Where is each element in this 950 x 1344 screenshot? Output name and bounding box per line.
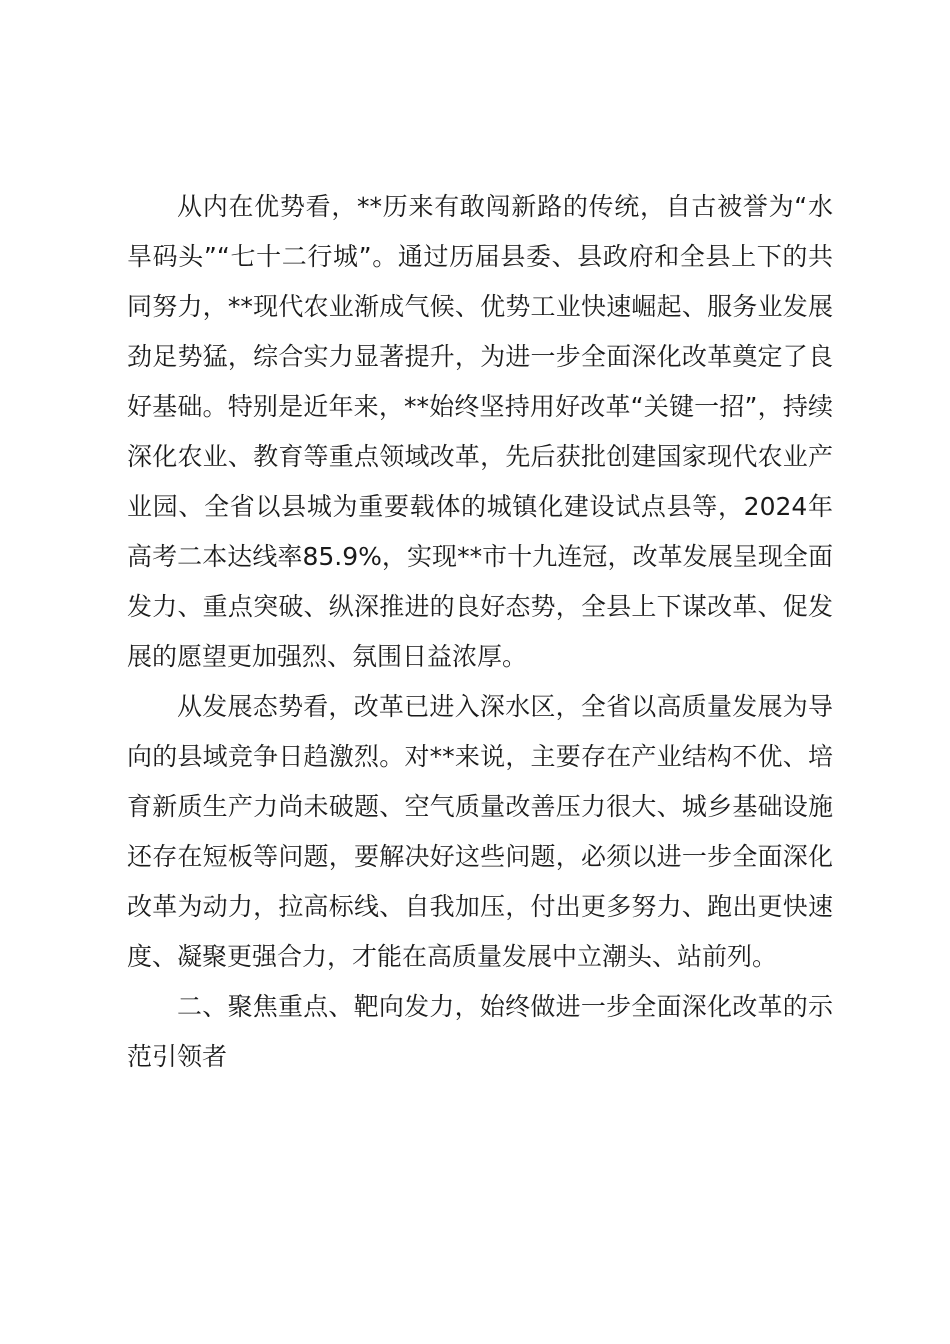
- section-heading: 二、聚焦重点、靶向发力，始终做进一步全面深化改革的示范引领者: [127, 992, 833, 1071]
- document-body: [127, 182, 833, 1082]
- paragraph-inner-advantages: 从内在优势看，**历来有敢闯新路的传统，自古被誉为“水旱码头”“七十二行城”。通过历届县委、县政府和全县上下的共同努力，**现代农业渐成气候、优势工业快速崛起、服务业发展劲足势猛，综合实力显著提升，为进一步全面深化改革奠定了良好基础。特别是近年来，**始终坚持用好改革“关键一招”，持续深化农业、教育等重点领域改革，先后获批创建国家现代农业产业园、全省以县城为重要载体的城镇化建设试点县等，2024年高考二本达线率85.9%，实现**市十九连冠，改革发展呈现全面发力、重点突破、纵深推进的良好态势，全县上下谋改革、促发展的愿望更加强烈、氛围日益浓厚。: [127, 192, 833, 671]
- paragraph-development-trend: 从发展态势看，改革已进入深水区，全省以高质量发展为导向的县域竞争日趋激烈。对**来说，主要存在产业结构不优、培育新质生产力尚未破题、空气质量改善压力很大、城乡基础设施还存在短板等问题，要解决好这些问题，必须以进一步全面深化改革为动力，拉高标线、自我加压，付出更多努力、跑出更快速度、凝聚更强合力，才能在高质量发展中立潮头、站前列。: [127, 692, 833, 971]
